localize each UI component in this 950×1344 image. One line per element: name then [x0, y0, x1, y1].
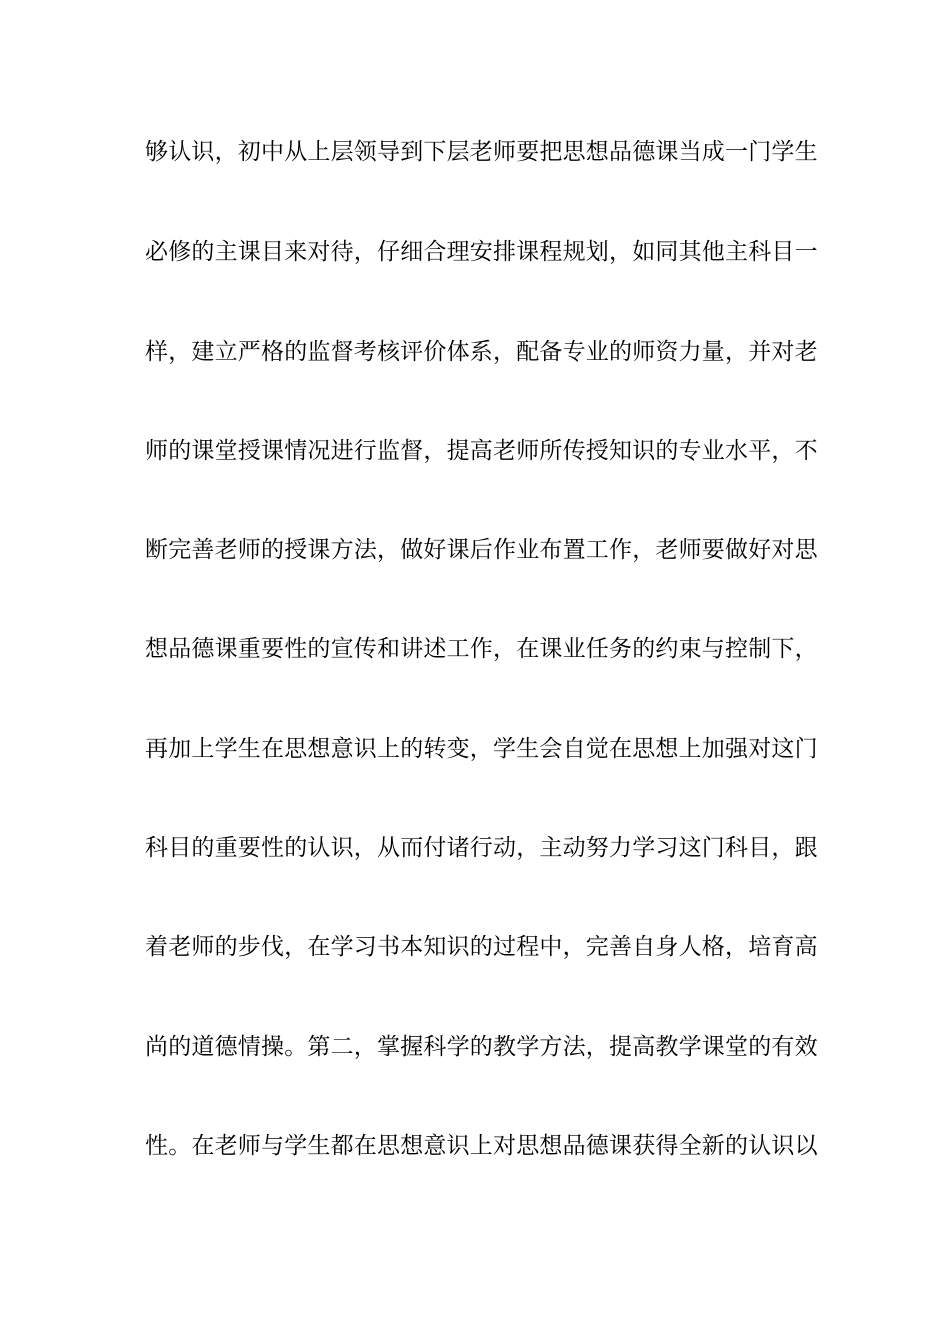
text-line: 性。在老师与学生都在思想意识上对思想品德课获得全新的认识以 [145, 1133, 818, 1159]
text-line: 够认识，初中从上层领导到下层老师要把思想品德课当成一门学生 [145, 139, 818, 165]
text-line: 着老师的步伐，在学习书本知识的过程中，完善自身人格，培育高 [145, 934, 818, 960]
text-line: 样，建立严格的监督考核评价体系，配备专业的师资力量，并对老 [145, 339, 818, 365]
text-line: 想品德课重要性的宣传和讲述工作，在课业任务的约束与控制下， [145, 636, 818, 662]
text-line: 断完善老师的授课方法，做好课后作业布置工作，老师要做好对思 [145, 537, 818, 563]
text-line: 科目的重要性的认识，从而付诸行动，主动努力学习这门科目，跟 [145, 835, 818, 861]
text-line: 尚的道德情操。第二，掌握科学的教学方法，提高教学课堂的有效 [145, 1034, 818, 1060]
text-line: 师的课堂授课情况进行监督，提高老师所传授知识的专业水平，不 [145, 438, 818, 464]
text-line: 再加上学生在思想意识上的转变，学生会自觉在思想上加强对这门 [145, 736, 818, 762]
text-line: 必修的主课目来对待，仔细合理安排课程规划，如同其他主科目一 [145, 239, 818, 265]
